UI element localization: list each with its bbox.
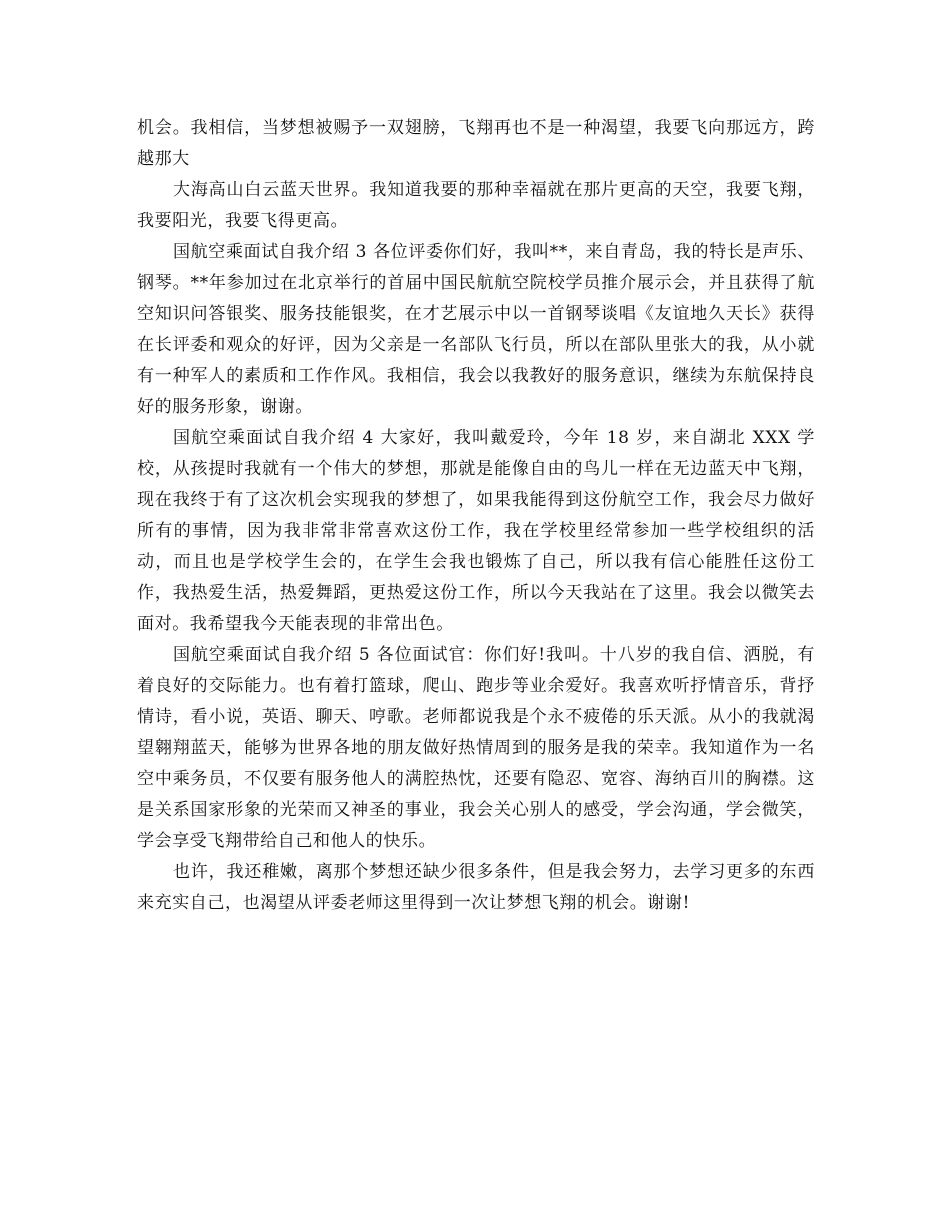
paragraph-sky-dream: 大海高山白云蓝天世界。我知道我要的那种幸福就在那片更高的天空，我要飞翔，我要阳光，我要飞得更高。 bbox=[137, 180, 815, 231]
paragraph-closing: 也许，我还稚嫩，离那个梦想还缺少很多条件，但是我会努力，去学习更多的东西来充实自己，也渴望从评委老师这里得到一次让梦想飞翔的机会。谢谢! bbox=[137, 862, 815, 913]
paragraph-intro-4: 国航空乘面试自我介绍 4 大家好，我叫戴爱玲，今年 18 岁，来自湖北 XXX 学校，从孩提时我就有一个伟大的梦想，那就是能像自由的鸟儿一样在无边蓝天中飞翔，现在我终于有了这次机会实现我的梦想了，如果我能得到这份航空工作，我会尽力做好所有的事情，因为我非常非常喜欢这份工作，我在学校里经常参加一些学校组织的活动，而且也是学校学生会的，在学生会我也锻炼了自己，所以我有信心能胜任这份工作，我热爱生活，热爱舞蹈，更热爱这份工作，所以今天我站在了这里。我会以微笑去面对。我希望我今天能表现的非常出色。 bbox=[137, 428, 815, 634]
paragraph-continuation: 机会。我相信，当梦想被赐予一双翅膀，飞翔再也不是一种渴望，我要飞向那远方，跨越那大 bbox=[137, 118, 815, 169]
paragraph-intro-5: 国航空乘面试自我介绍 5 各位面试官：你们好!我叫。十八岁的我自信、洒脱，有着良好的交际能力。也有着打篮球，爬山、跑步等业余爱好。我喜欢听抒情音乐，背抒情诗，看小说，英语、聊天、哼歌。老师都说我是个永不疲倦的乐天派。从小的我就渴望翱翔蓝天，能够为世界各地的朋友做好热情周到的服务是我的荣幸。我知道作为一名空中乘务员，不仅要有服务他人的满腔热忱，还要有隐忍、宽容、海纳百川的胸襟。这是关系国家形象的光荣而又神圣的事业，我会关心别人的感受，学会沟通，学会微笑，学会享受飞翔带给自己和他人的快乐。 bbox=[137, 645, 815, 851]
document-body bbox=[137, 113, 815, 919]
paragraph-intro-3: 国航空乘面试自我介绍 3 各位评委你们好，我叫**，来自青岛，我的特长是声乐、钢琴。**年参加过在北京举行的首届中国民航航空院校学员推介展示会，并且获得了航空知识问答银奖、服务技能银奖，在才艺展示中以一首钢琴谈唱《友谊地久天长》获得在长评委和观众的好评，因为父亲是一名部队飞行员，所以在部队里张大的我，从小就有一种军人的素质和工作作风。我相信，我会以我教好的服务意识，继续为东航保持良好的服务形象，谢谢。 bbox=[137, 242, 815, 417]
